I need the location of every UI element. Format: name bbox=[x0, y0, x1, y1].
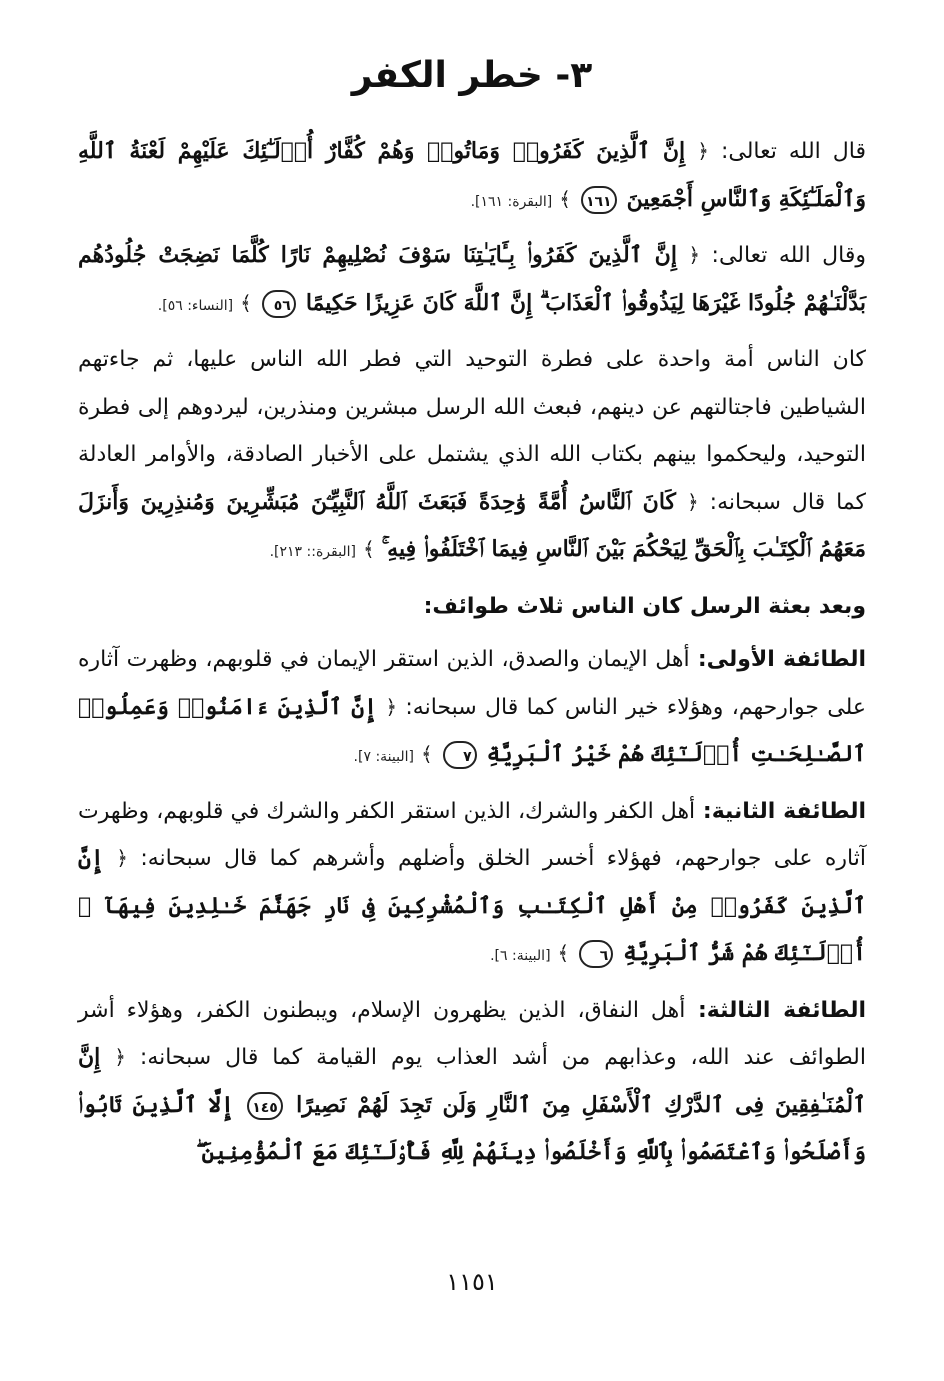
verse-number-badge-1: ١٦١ bbox=[581, 186, 617, 214]
verse-close-ornament: ﴾ bbox=[557, 941, 570, 965]
verse-close-ornament: ﴾ bbox=[559, 186, 571, 211]
group-2-text: أهل الكفر والشرك، الذين استقر الكفر والشرك في قلوبهم، وظهرت آثاره على جوارحهم، فهؤلاء أخسر الخلق وأضلهم وأشرهم كما قال سبحانه: bbox=[78, 798, 866, 871]
verse-reference-5: [البينة: ٦]. bbox=[490, 948, 551, 964]
verse-open-ornament: ﴿ bbox=[688, 243, 701, 267]
quran-verse-3: كَانَ ٱلنَّاسُ أُمَّةً وَٰحِدَةً فَبَعَثَ ٱللَّهُ ٱلنَّبِيِّـۧنَ مُبَشِّرِينَ وَمُنذِرِينَ وَأَنزَلَ مَعَهُمُ ٱلْكِتَـٰبَ بِٱلْحَقِّ لِيَحْكُمَ بَيْنَ ٱلنَّاسِ فِيمَا ٱخْتَلَفُوا۟ فِيهِ ۚ bbox=[78, 488, 866, 562]
verse-reference-1: [البقرة: ١٦١]. bbox=[470, 193, 553, 210]
groups-heading: وبعد بعثة الرسل كان الناس ثلاث طوائف: bbox=[423, 593, 866, 619]
quran-verse-1: إِنَّ ٱلَّذِينَ كَفَرُوا۟ وَمَاتُوا۟ وَهُمْ كُفَّارٌ أُو۟لَـٰٓئِكَ عَلَيْهِمْ لَعْنَةُ ٱللَّهِ وَٱلْمَلَـٰٓئِكَةِ وَٱلنَّاسِ أَجْمَعِينَ bbox=[78, 138, 866, 212]
verse-reference-3: [البقرة:: ٢١٣]. bbox=[269, 544, 356, 560]
paragraph-2 bbox=[78, 232, 866, 330]
verse-open-ornament: ﴿ bbox=[116, 846, 128, 870]
quran-verse-6: إِنَّ ٱلْمُنَـٰفِقِينَ فِى ٱلدَّرْكِ ٱلْأَسْفَلِ مِنَ ٱلنَّارِ وَلَن تَجِدَ لَهُمْ نَصِيرًا bbox=[78, 1044, 867, 1118]
group-1-text: أهل الإيمان والصدق، الذين استقر الإيمان في قلوبهم، وظهرت آثاره على جوارحهم، وهؤلاء خير الناس كما قال سبحانه: bbox=[78, 647, 866, 720]
paragraph-group-1 bbox=[78, 636, 866, 782]
paragraph-3 bbox=[78, 336, 866, 577]
verse-number-badge-5: ٦ bbox=[579, 940, 613, 968]
verse-number-badge-4: ٧ bbox=[443, 741, 477, 769]
paragraph-group-2 bbox=[78, 788, 866, 981]
verse-close-ornament: ﴾ bbox=[240, 290, 252, 315]
group-3-text: أهل النفاق، الذين يظهرون الإسلام، ويبطنون الكفر، وهؤلاء أشر الطوائف عند الله، وعذابهم من أشد العذاب يوم القيامة كما قال سبحانه: bbox=[78, 997, 866, 1070]
quran-verse-5: إِنَّ ٱلَّذِينَ كَفَرُوا۟ مِنْ أَهْلِ ٱلْكِتَـٰبِ وَٱلْمُشْرِكِينَ فِى نَارِ جَهَنَّمَ خَـٰلِدِينَ فِيهَآ ۚ أُو۟لَـٰٓئِكَ هُمْ شَرُّ ٱلْبَرِيَّةِ bbox=[78, 845, 866, 966]
page-number: ١١٥١ bbox=[446, 1268, 498, 1296]
group-2-label: الطائفة الثانية: bbox=[695, 798, 866, 824]
verse-close-ornament: ﴾ bbox=[362, 537, 375, 561]
verse-close-ornament: ﴾ bbox=[420, 742, 433, 766]
paragraph-2-intro: وقال الله تعالى: bbox=[700, 243, 867, 268]
verse-reference-4: [البينة: ٧]. bbox=[353, 749, 414, 765]
paragraph-group-3 bbox=[78, 987, 866, 1177]
quran-verse-7: إِلَّا ٱلَّذِينَ تَابُوا۟ وَأَصْلَحُوا۟ وَٱعْتَصَمُوا۟ بِٱللَّهِ وَأَخْلَصُوا۟ دِينَهُمْ لِلَّهِ فَأُو۟لَـٰٓئِكَ مَعَ ٱلْمُؤْمِنِينَ ۖ bbox=[78, 1091, 866, 1165]
verse-open-ornament: ﴿ bbox=[697, 139, 709, 163]
section-title: ٣- خطر الكفر bbox=[351, 55, 593, 96]
verse-open-ornament: ﴿ bbox=[686, 489, 699, 514]
paragraph-1 bbox=[78, 128, 866, 226]
group-1-label: الطائفة الأولى: bbox=[689, 647, 866, 672]
verse-open-ornament: ﴿ bbox=[385, 694, 398, 719]
group-3-label: الطائفة الثالثة: bbox=[685, 997, 866, 1023]
verse-number-badge-6: ١٤٥ bbox=[247, 1092, 283, 1120]
paragraph-3-text: كان الناس أمة واحدة على فطرة التوحيد التي فطر الله الناس عليها، ثم جاءتهم الشياطين فاجتالتهم عن دينهم، فبعث الله الرسل مبشرين ومنذرين، ليردوهم إلى فطرة التوحيد، وليحكموا بينهم بكتاب الله الذي يشتمل على الأخبار الصادقة، والأوامر العادلة كما قال سبحانه: bbox=[78, 347, 866, 515]
quran-verse-4: إِنَّ ٱلَّذِينَ ءَامَنُوا۟ وَعَمِلُوا۟ ٱلصَّـٰلِحَـٰتِ أُو۟لَـٰٓئِكَ هُمْ خَيْرُ ٱلْبَرِيَّةِ bbox=[78, 693, 866, 767]
paragraph-1-intro: قال الله تعالى: bbox=[708, 139, 867, 164]
verse-open-ornament: ﴿ bbox=[114, 1045, 126, 1069]
verse-reference-2: [النساء: ٥٦]. bbox=[157, 297, 234, 314]
quran-verse-2: إِنَّ ٱلَّذِينَ كَفَرُوا۟ بِـَٔايَـٰتِنَا سَوْفَ نُصْلِيهِمْ نَارًا كُلَّمَا نَضِجَتْ جُلُودُهُم بَدَّلْنَـٰهُمْ جُلُودًا غَيْرَهَا لِيَذُوقُوا۟ ٱلْعَذَابَ ۗ إِنَّ ٱللَّهَ كَانَ عَزِيزًا حَكِيمًا bbox=[78, 242, 866, 316]
verse-number-badge-2: ٥٦ bbox=[262, 290, 296, 318]
page-body bbox=[78, 128, 866, 1183]
